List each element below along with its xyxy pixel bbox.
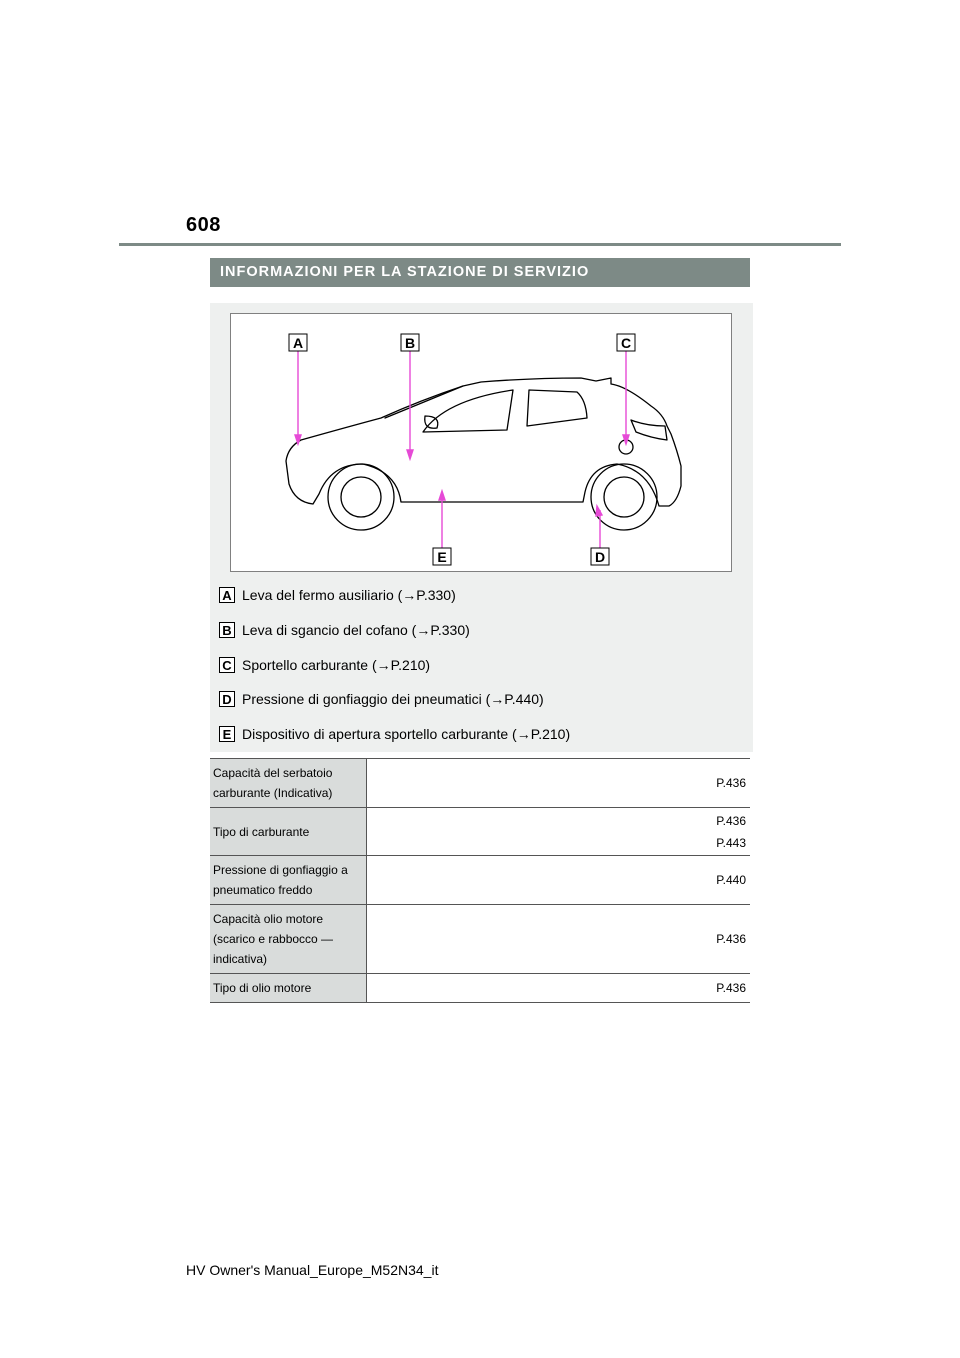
legend-text: Pressione di gonfiaggio dei pneumatici (→P.440) (242, 691, 544, 707)
rear-wheel-outer (591, 464, 657, 530)
car-illustration (231, 314, 733, 573)
legend-item-b (219, 621, 470, 639)
row-value: P.436 P.443 (716, 813, 746, 850)
row-label: Capacità del serbatoio carburante (Indicativa) (210, 759, 367, 808)
row-label: Tipo di carburante (210, 808, 367, 856)
legend-item-a (219, 586, 456, 604)
callout-e: E (437, 549, 447, 565)
leader-arrow-c (623, 435, 629, 444)
row-value: P.436 (716, 981, 746, 995)
row-label: Tipo di olio motore (210, 974, 367, 1003)
legend-key: B (219, 622, 235, 638)
table-row (210, 808, 750, 856)
row-label: Capacità olio motore (scarico e rabbocco — indicativa) (210, 905, 367, 974)
page-footer: HV Owner's Manual_Europe_M52N34_it (186, 1262, 439, 1278)
section-title: INFORMAZIONI PER LA STAZIONE DI SERVIZIO (210, 258, 750, 287)
rear-window (527, 390, 587, 426)
legend-item-c (219, 656, 430, 674)
legend-text: Sportello carburante (→P.210) (242, 657, 431, 673)
tail-light (631, 420, 667, 440)
info-panel (210, 303, 753, 752)
legend-item-d (219, 690, 544, 708)
row-value: P.440 (716, 873, 746, 887)
table-row (210, 759, 750, 808)
callout-d: D (594, 549, 606, 565)
table-row (210, 905, 750, 974)
leader-arrow-b (407, 450, 413, 459)
rear-wheel-inner (604, 477, 644, 517)
callout-c: C (620, 335, 632, 351)
legend-text: Dispositivo di apertura sportello carburante (→P.210) (242, 726, 571, 742)
leader-arrow-d (596, 506, 602, 516)
windshield-line (385, 386, 463, 418)
callout-a: A (292, 335, 304, 351)
leader-arrow-e (439, 491, 445, 500)
legend-key: A (219, 587, 235, 603)
page-number: 608 (186, 214, 221, 236)
header-rule (119, 243, 841, 246)
car-diagram (230, 313, 732, 572)
table-row (210, 974, 750, 1003)
row-value: P.436 (716, 776, 746, 790)
legend-key: D (219, 691, 235, 707)
legend-key: C (219, 657, 235, 673)
callout-b: B (404, 335, 416, 351)
row-label: Pressione di gonfiaggio a pneumatico freddo (210, 856, 367, 905)
legend-text: Leva del fermo ausiliario (→P.330) (242, 587, 456, 603)
front-wheel-outer (328, 464, 394, 530)
row-value: P.436 (716, 932, 746, 946)
legend-key: E (219, 726, 235, 742)
legend-text: Leva di sgancio del cofano (→P.330) (242, 622, 470, 638)
front-wheel-inner (341, 477, 381, 517)
table-row (210, 856, 750, 905)
legend-item-e (219, 725, 570, 743)
service-spec-table (210, 758, 750, 1003)
